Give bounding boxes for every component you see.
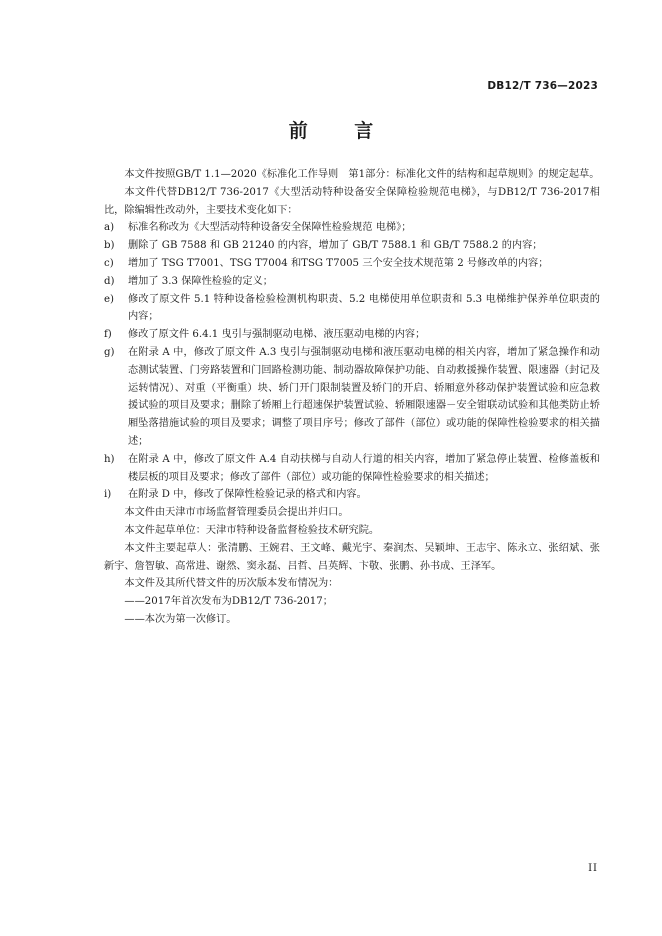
- list-item: [104, 255, 600, 273]
- list-text: 在附录 A 中，修改了原文件 A.4 自动扶梯与自动人行道的相关内容，增加了紧急停止装置、检修盖板和楼层板的项目及要求；修改了部件（部位）或功能的保障性检验要求的相关描述；: [128, 453, 600, 483]
- list-text: 标准名称改为《大型活动特种设备安全保障性检验规范 电梯》；: [128, 222, 412, 234]
- list-marker: e): [104, 293, 115, 305]
- list-item: [104, 273, 600, 291]
- list-item: [104, 219, 600, 237]
- list-marker: d): [104, 275, 115, 287]
- paragraph-proposer: 本文件由天津市市场监督管理委员会提出并归口。: [124, 507, 349, 519]
- list-item: [104, 344, 600, 451]
- paragraph-drafting-unit: 本文件起草单位：天津市特种设备监督检验技术研究院。: [124, 524, 380, 536]
- foreword-body: [104, 166, 600, 629]
- list-marker: a): [104, 222, 115, 234]
- list-item: [104, 486, 600, 504]
- list-text: 增加了 TSG T7001、TSG T7004 和TSG T7005 三个安全技术规范第 2 号修改单的内容；: [128, 257, 549, 269]
- list-item: [104, 451, 600, 487]
- list-text: 在附录 D 中，修改了保障性检验记录的格式和内容。: [128, 489, 367, 501]
- paragraph-replacement: 本文件代替DB12/T 736-2017《大型活动特种设备安全保障检验规范电梯》，与DB12/T 736-2017相比，除编辑性改动外，主要技术变化如下：: [104, 186, 600, 216]
- list-marker: b): [104, 240, 115, 252]
- list-marker: h): [104, 453, 115, 465]
- list-item: [104, 291, 600, 327]
- changes-list: [104, 219, 600, 504]
- list-text: 修改了原文件 5.1 特种设备检验检测机构职责、5.2 电梯使用单位职责和 5.3 电梯维护保养单位职责的内容；: [128, 293, 600, 323]
- list-item: [104, 326, 600, 344]
- page-title: 前 言: [288, 120, 394, 142]
- list-text: 增加了 3.3 保障性检验的定义；: [128, 275, 273, 287]
- paragraph-drafters: 本文件主要起草人：张清鹏、王婉君、王文峰、戴光宇、秦润杰、吴颖坤、王志宇、陈永立、张绍斌、张新宇、詹智敏、高常进、谢然、窦永磊、吕哲、吕英辉、卞敬、张鹏、孙书成、王泽军。: [104, 542, 600, 572]
- list-item: [104, 237, 600, 255]
- page-number: II: [588, 863, 598, 874]
- list-marker: c): [104, 257, 114, 269]
- list-marker: g): [104, 346, 115, 358]
- paragraph-drafting-rules: 本文件按照GB/T 1.1—2020《标准化工作导则 第1部分：标准化文件的结构和起草规则》的规定起草。: [124, 169, 600, 180]
- list-text: 删除了 GB 7588 和 GB 21240 的内容，增加了 GB/T 7588.1 和 GB/T 7588.2 的内容；: [128, 240, 543, 252]
- list-text: 在附录 A 中，修改了原文件 A.3 曳引与强制驱动电梯和液压驱动电梯的相关内容，增加了紧急操作和动态测试装置、门旁路装置和门回路检测功能、制动器故障保护功能、自动救援操作装置、限速器（封记及运转情况）、对重（平衡重）块、轿门开门限制装置及轿门的开启、轿厢意外移动保护装置试验和应急救援试验的项目及要求；删除了轿厢上行超速保护装置试验、轿厢限速器－安全钳联动试验和其他类防止轿厢坠落措施试验的项目及要求；调整了项目序号；修改了部件（部位）或功能的保障性检验要求的相关描述；: [128, 346, 600, 447]
- paragraph-history-revision: ——本次为第一次修订。: [124, 613, 237, 625]
- list-text: 修改了原文件 6.4.1 曳引与强制驱动电梯、液压驱动电梯的内容；: [128, 329, 426, 341]
- list-marker: f): [104, 329, 112, 341]
- list-marker: i): [104, 489, 112, 501]
- paragraph-history-intro: 本文件及其所代替文件的历次版本发布情况为：: [124, 578, 339, 590]
- paragraph-history-first: ——2017年首次发布为DB12/T 736-2017；: [124, 596, 333, 608]
- standard-code: DB12/T 736—2023: [487, 80, 598, 92]
